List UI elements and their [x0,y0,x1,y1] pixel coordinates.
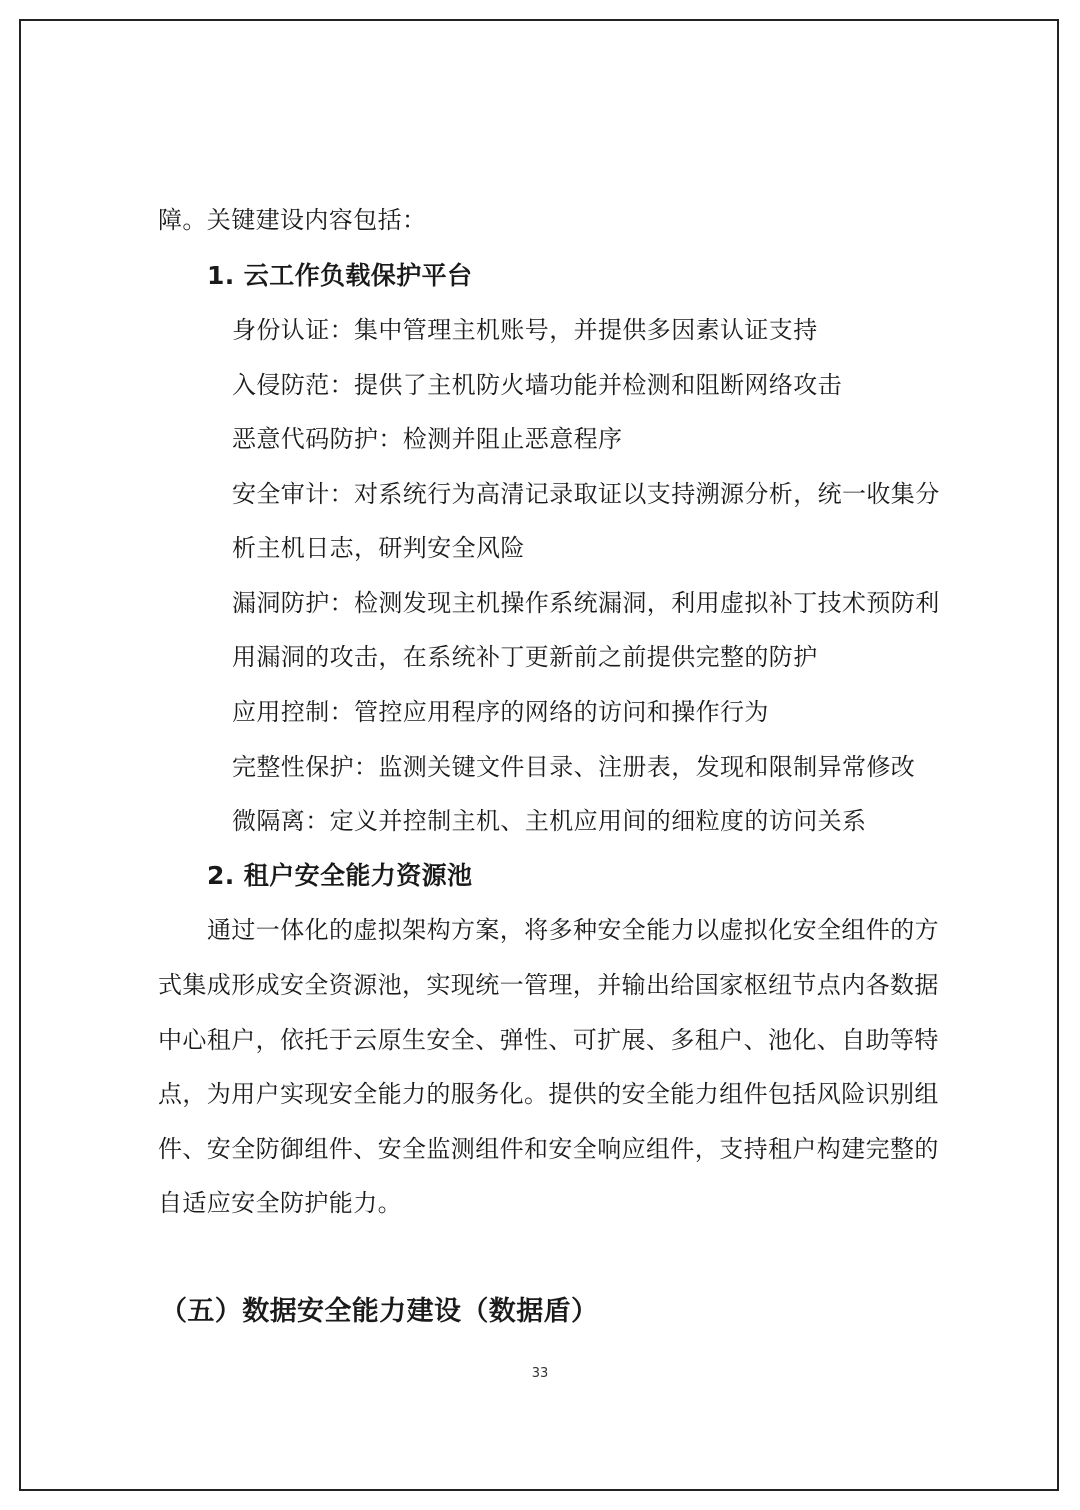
page-number: 33 [531,1366,549,1381]
paragraph-line: 式集成形成安全资源池，实现统一管理，并输出给国家枢纽节点内各数据 [158,971,939,999]
list-item-malware-protection: 恶意代码防护：检测并阻止恶意程序 [232,425,623,453]
paragraph-line: 通过一体化的虚拟架构方案，将多种安全能力以虚拟化安全组件的方 [207,916,939,944]
list-item-micro-segmentation: 微隔离：定义并控制主机、主机应用间的细粒度的访问关系 [232,807,867,835]
paragraph-line: 中心租户，依托于云原生安全、弹性、可扩展、多租户、池化、自助等特 [158,1026,939,1054]
list-item-intrusion-prevention: 入侵防范：提供了主机防火墙功能并检测和阻断网络攻击 [232,371,842,399]
list-item-identity-auth: 身份认证：集中管理主机账号，并提供多因素认证支持 [232,316,818,344]
section-2-heading: 2. 租户安全能力资源池 [207,861,473,890]
section-1-heading: 1. 云工作负载保护平台 [207,261,473,290]
paragraph-line: 件、安全防御组件、安全监测组件和安全响应组件，支持租户构建完整的 [158,1135,939,1163]
list-item-security-audit: 安全审计：对系统行为高清记录取证以支持溯源分析，统一收集分 [232,480,940,508]
list-item-vulnerability-protection-cont: 用漏洞的攻击，在系统补丁更新前之前提供完整的防护 [232,643,818,671]
section-5-heading: （五）数据安全能力建设（数据盾） [160,1296,599,1327]
list-item-application-control: 应用控制：管控应用程序的网络的访问和操作行为 [232,698,769,726]
paragraph-line: 点，为用户实现安全能力的服务化。提供的安全能力组件包括风险识别组 [158,1080,939,1108]
list-item-vulnerability-protection: 漏洞防护：检测发现主机操作系统漏洞，利用虚拟补丁技术预防利 [232,589,940,617]
paragraph-line: 自适应安全防护能力。 [158,1189,402,1217]
list-item-security-audit-cont: 析主机日志，研判安全风险 [232,534,525,562]
list-item-integrity-protection: 完整性保护：监测关键文件目录、注册表，发现和限制异常修改 [232,753,916,781]
intro-line: 障。关键建设内容包括： [158,206,427,234]
